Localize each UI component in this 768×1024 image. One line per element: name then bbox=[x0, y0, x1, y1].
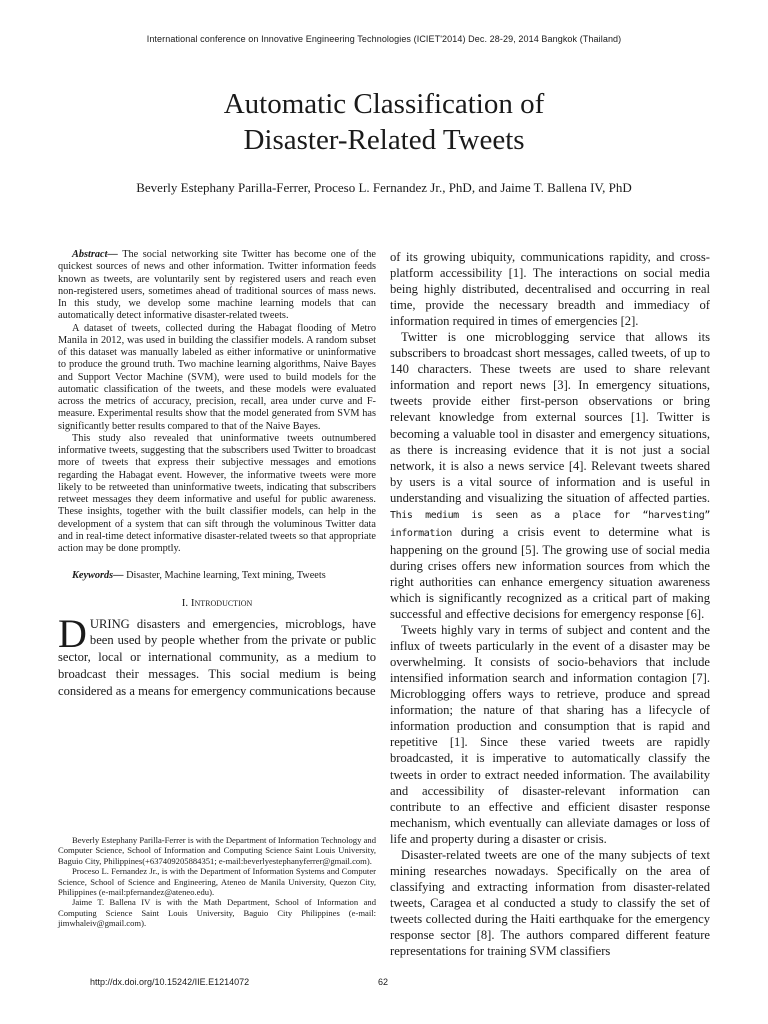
intro-text: URING disasters and emergencies, microblogs, have been used by people whether from the private or public sector, local or international community, as a medium to broadcast their messages. This social medium is being considered as a means for emergency communications because bbox=[58, 616, 376, 698]
keywords-label: Keywords— bbox=[72, 570, 124, 582]
abstract bbox=[58, 249, 376, 555]
keywords bbox=[58, 570, 376, 582]
section-heading bbox=[58, 597, 376, 609]
conference-header: International conference on Innovative Engineering Technologies (ICIET'2014) Dec. 28-29, 2014 Bangkok (Thailand) bbox=[146, 34, 622, 44]
title-line-2: Disaster-Related Tweets bbox=[243, 124, 525, 156]
body-paragraph-3: Tweets highly vary in terms of subject and content and the influx of tweets particularly in the event of a disaster may be overwhelming. It consists of socio-behaviors that include intensified information search and information contagion [7]. Microblogging offers ways to retrieve, produce and spread information; the nature of that sharing has a lifecycle of information production and consumption that is rapid and repetitive [1]. Since these varied tweets are rapidly broadcasted, it is imperative to automatically classify the tweets in order to extract needed information. The availability and accessibility of disaster-relevant information can contribute to an effective and efficient disaster response mechanism, which eventually can alleviate damages or loss of life and property during a disaster or crisis. bbox=[390, 623, 710, 846]
paper-title bbox=[0, 86, 768, 158]
footnote-3: Jaime T. Ballena IV is with the Math Department, School of Information and Computing Science Saint Louis University, Baguio City Philippines (e-mail: jimwhaleiv@gmail.com). bbox=[58, 897, 376, 929]
body-paragraph-2 bbox=[390, 329, 710, 622]
abstract-paragraph-1: The social networking site Twitter has become one of the quickest sources of news and other information. Twitter information feeds known as tweets, are voluntarily sent by registered users and reach even non-registered users, sometimes ahead of traditional sources of mass news. In this study, we develop some machine learning models that can automatically detect informative disaster-related tweets. bbox=[58, 249, 376, 322]
title-line-1: Automatic Classification of bbox=[223, 88, 545, 120]
abstract-paragraph-3: This study also revealed that uninformative tweets outnumbered informative tweets, suggesting that the subscribers used Twitter to broadcast more of tweets that express their subjective messages and emotions regarding the Habagat event. However, the informative tweets were more likely to be retweeted than uninformative tweets, indicating that subscribers retweet messages they deem informative and useful for public awareness. These insights, together with the built classifier models, can help in the development of a system that can sift through the voluminous Twitter data and in real-time detect informative disaster-related tweets so that appropriate action may be done promptly. bbox=[58, 432, 376, 554]
right-column bbox=[390, 249, 710, 959]
abstract-label: Abstract— bbox=[72, 249, 118, 260]
section-title: ntroduction bbox=[194, 596, 253, 609]
section-number: I. I bbox=[181, 596, 195, 609]
author-list: Beverly Estephany Parilla-Ferrer, Proceso L. Fernandez Jr., PhD, and Jaime T. Ballena IV, PhD bbox=[136, 180, 632, 195]
footnote-2: Proceso L. Fernandez Jr., is with the Department of Information Systems and Computer Science, School of Science and Engineering, Ateneo de Manila University, Quezon City, Philippines (e-mail:pfernandez@ateneo.edu). bbox=[58, 866, 376, 898]
abstract-paragraph-2: A dataset of tweets, collected during the Habagat flooding of Metro Manila in 2012, was used in building the classifier models. A random subset of this dataset was manually labeled as either informative or uninformative to produce the ground truth. Two machine learning algorithms, Naive Bayes and Support Vector Machine (SVM), were used to build models for the automatic classification of the tweets, and these models were evaluated across the metrics of accuracy, precision, recall, area under curve and F-measure. Experimental results show that the model generated from SVM has significantly better results compared to that of the Naive Bayes. bbox=[58, 322, 376, 432]
doi-link[interactable]: http://dx.doi.org/10.15242/IIE.E1214072 bbox=[90, 977, 250, 987]
drop-cap: D bbox=[58, 610, 87, 656]
body-paragraph-2-part-a: Twitter is one microblogging service that allows its subscribers to broadcast short messages, called tweets, of up to 140 characters. These tweets are used to share relevant information and report news [3]. In emergency situations, tweets provide either first-person observations or bring relevant knowledge from external sources [1]. Twitter is becoming a valuable tool in disaster and emergency situations, as there is increasing evidence that it is not just a social network, it is also a news service [4]. Relevant tweets shared by users is a vital source of information and is useful in understanding and visualizing the situation of affected parties. bbox=[390, 330, 710, 505]
footnote-1: Beverly Estephany Parilla-Ferrer is with the Department of Information Technology and Computer Science, School of Information and Computing Science Saint Louis University, Baguio City, Philippines(+637409205884351; e-mail:beverlyestephanyferrer@gmail.com). bbox=[58, 835, 376, 866]
page-number: 62 bbox=[378, 977, 389, 987]
body-paragraph-4: Disaster-related tweets are one of the many subjects of text mining researches nowadays. Specifically on the area of classifying and extracting information from disaster-related tweets, Caragea et al conducted a study to classify the set of tweets collected during the Haiti earthquake for the emergency response sector [8]. The authors compared different feature representations for training SVM classifiers bbox=[390, 847, 710, 959]
body-paragraph-2-mono: This medium is seen as a place for “harvesting” information bbox=[390, 509, 710, 539]
body-paragraph-1: of its growing ubiquity, communications rapidity, and cross-platform accessibility [1]. The interactions on social media being highly distributed, decentralised and occurring in real time, provide the necessary breadth and immediacy of information required in times of emergencies [2]. bbox=[390, 250, 710, 329]
body-paragraph-2-part-b: during a crisis event to determine what is happening on the ground [5]. The growing use of social media during crises offers new information sources from which the right authorities can enhance emergency situation awareness which is significantly recognized as a critical part of making successful and effective decisions for emergency response [6]. bbox=[390, 524, 710, 622]
left-column bbox=[58, 249, 376, 699]
intro-paragraph bbox=[58, 610, 376, 700]
author-footnotes bbox=[58, 835, 376, 929]
keywords-text: Disaster, Machine learning, Text mining, Tweets bbox=[123, 570, 326, 582]
